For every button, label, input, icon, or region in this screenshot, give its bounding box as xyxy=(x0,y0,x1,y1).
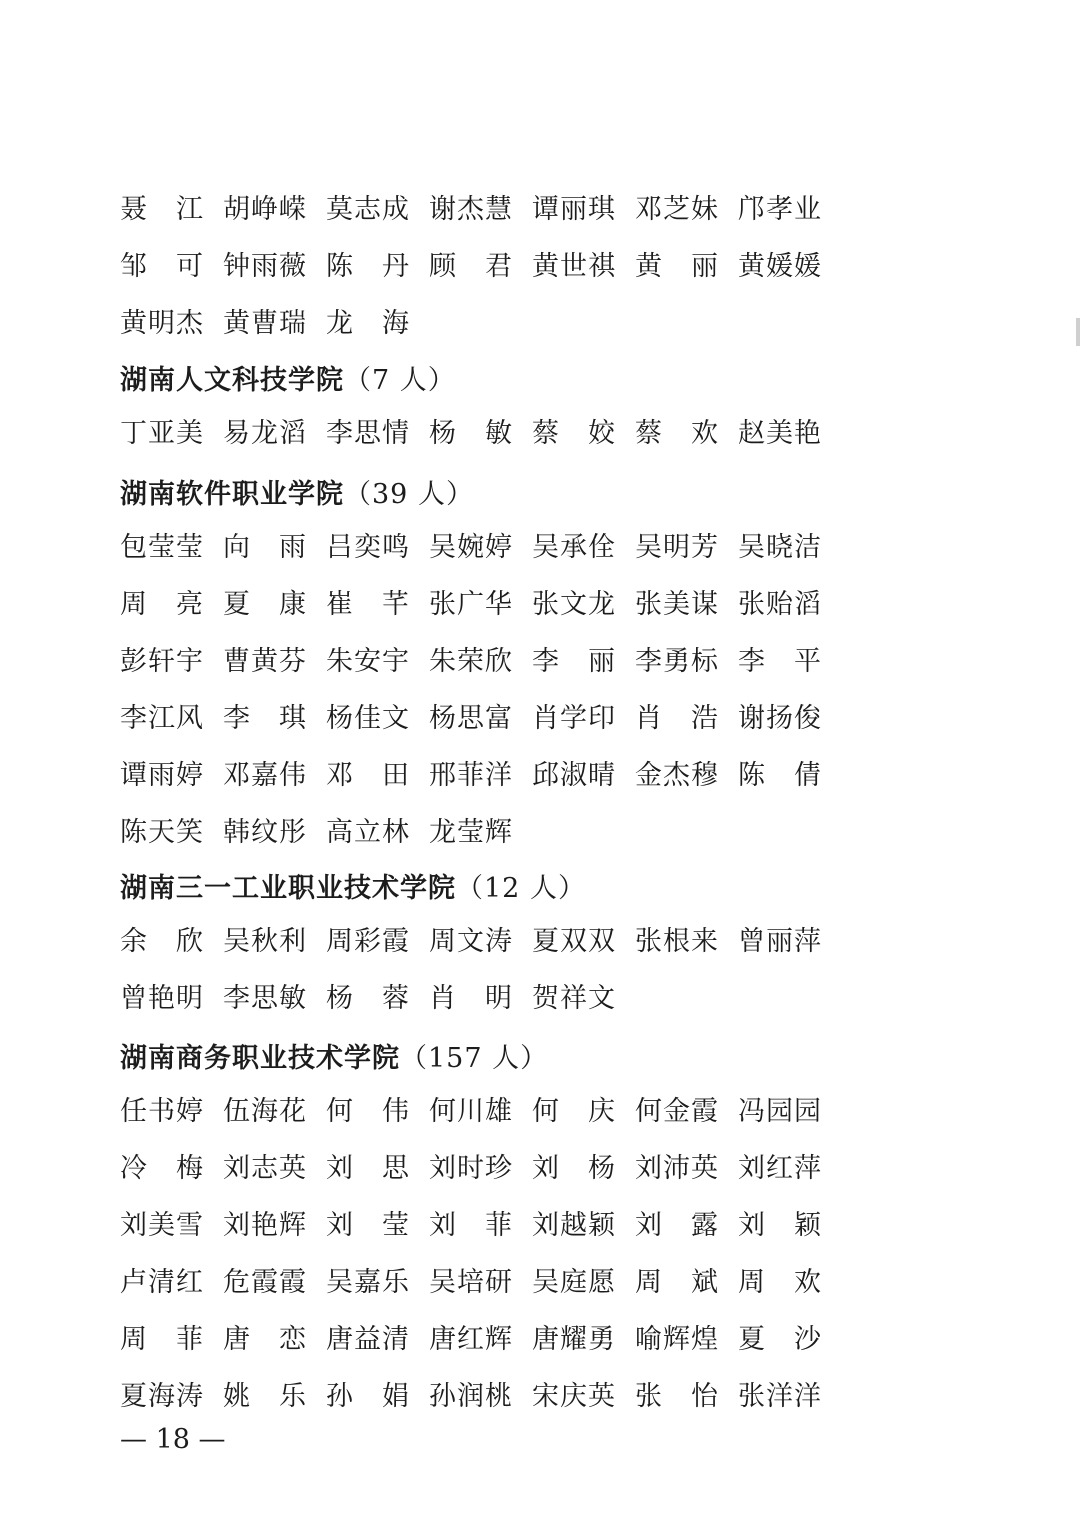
person-name: 高立林 xyxy=(326,817,410,848)
person-name: 黄世祺 xyxy=(532,251,616,282)
name-row xyxy=(120,744,840,801)
person-name: 张美谋 xyxy=(635,589,719,620)
person-name: 顾 君 xyxy=(429,251,513,282)
section-heading-count: （39 人） xyxy=(344,479,474,510)
section-heading-title: 湖南三一工业职业技术学院 xyxy=(120,873,456,904)
person-name: 张 怡 xyxy=(635,1381,719,1412)
person-name: 吴明芳 xyxy=(635,532,719,563)
person-name: 陈 倩 xyxy=(738,760,822,791)
name-row xyxy=(120,516,840,573)
person-name: 喻辉煌 xyxy=(635,1324,719,1355)
person-name: 周 欢 xyxy=(738,1267,822,1298)
name-row xyxy=(120,1251,840,1308)
person-name: 黄媛媛 xyxy=(738,251,822,282)
person-name: 杨思富 xyxy=(429,703,513,734)
person-name: 聂 江 xyxy=(120,194,204,225)
person-name: 黄 丽 xyxy=(635,251,719,282)
name-row xyxy=(120,967,840,1024)
person-name: 蔡 姣 xyxy=(532,418,616,449)
person-name: 刘红萍 xyxy=(738,1153,822,1184)
person-name: 孙润桃 xyxy=(429,1381,513,1412)
person-name: 刘志英 xyxy=(223,1153,307,1184)
name-list-continued xyxy=(120,178,840,349)
person-name: 邱淑晴 xyxy=(532,760,616,791)
person-name: 冯园园 xyxy=(738,1096,822,1127)
person-name: 朱安宇 xyxy=(326,646,410,677)
name-row xyxy=(120,573,840,630)
person-name: 刘艳辉 xyxy=(223,1210,307,1241)
person-name: 肖学印 xyxy=(532,703,616,734)
person-name: 朱荣欣 xyxy=(429,646,513,677)
name-row xyxy=(120,402,840,459)
person-name: 黄曹瑞 xyxy=(223,308,307,339)
person-name: 伍海花 xyxy=(223,1096,307,1127)
person-name: 向 雨 xyxy=(223,532,307,563)
person-name: 杨 敏 xyxy=(429,418,513,449)
person-name: 曾艳明 xyxy=(120,983,204,1014)
person-name: 张文龙 xyxy=(532,589,616,620)
person-name: 谢扬俊 xyxy=(738,703,822,734)
person-name: 曹黄芬 xyxy=(223,646,307,677)
person-name: 唐 恋 xyxy=(223,1324,307,1355)
person-name: 赵美艳 xyxy=(738,418,822,449)
person-name: 唐益清 xyxy=(326,1324,410,1355)
person-name: 曾丽萍 xyxy=(738,926,822,957)
person-name: 崔 芊 xyxy=(326,589,410,620)
person-name: 吴秋利 xyxy=(223,926,307,957)
person-name: 邹 可 xyxy=(120,251,204,282)
person-name: 吴承佺 xyxy=(532,532,616,563)
person-name: 谢杰慧 xyxy=(429,194,513,225)
person-name: 邓 田 xyxy=(326,760,410,791)
section-heading-count: （157 人） xyxy=(400,1043,549,1074)
person-name: 肖 浩 xyxy=(635,703,719,734)
person-name: 龙 海 xyxy=(326,308,410,339)
person-name: 卢清红 xyxy=(120,1267,204,1298)
name-row xyxy=(120,910,840,967)
person-name: 姚 乐 xyxy=(223,1381,307,1412)
person-name: 吴庭愿 xyxy=(532,1267,616,1298)
person-name: 冷 梅 xyxy=(120,1153,204,1184)
person-name: 刘沛英 xyxy=(635,1153,719,1184)
person-name: 谭雨婷 xyxy=(120,760,204,791)
person-name: 任书婷 xyxy=(120,1096,204,1127)
name-list xyxy=(120,516,840,858)
page-number: — 18 — xyxy=(120,1424,226,1455)
person-name: 李勇标 xyxy=(635,646,719,677)
person-name: 金杰穆 xyxy=(635,760,719,791)
person-name: 孙 娟 xyxy=(326,1381,410,1412)
person-name: 张洋洋 xyxy=(738,1381,822,1412)
name-row xyxy=(120,235,840,292)
person-name: 吴嘉乐 xyxy=(326,1267,410,1298)
person-name: 余 欣 xyxy=(120,926,204,957)
person-name: 邓嘉伟 xyxy=(223,760,307,791)
person-name: 陈天笑 xyxy=(120,817,204,848)
section-heading xyxy=(120,472,474,511)
person-name: 李 丽 xyxy=(532,646,616,677)
name-list xyxy=(120,1080,840,1422)
person-name: 唐耀勇 xyxy=(532,1324,616,1355)
section-heading-title: 湖南商务职业技术学院 xyxy=(120,1043,400,1074)
person-name: 危霞霞 xyxy=(223,1267,307,1298)
person-name: 黄明杰 xyxy=(120,308,204,339)
person-name: 李思情 xyxy=(326,418,410,449)
person-name: 张广华 xyxy=(429,589,513,620)
person-name: 杨佳文 xyxy=(326,703,410,734)
name-row xyxy=(120,292,840,349)
name-row xyxy=(120,1080,840,1137)
name-row xyxy=(120,1137,840,1194)
person-name: 李思敏 xyxy=(223,983,307,1014)
name-row xyxy=(120,630,840,687)
person-name: 刘 杨 xyxy=(532,1153,616,1184)
person-name: 刘时珍 xyxy=(429,1153,513,1184)
person-name: 夏海涛 xyxy=(120,1381,204,1412)
person-name: 彭轩宇 xyxy=(120,646,204,677)
name-row xyxy=(120,801,840,858)
section-heading-count: （7 人） xyxy=(344,365,456,396)
person-name: 龙莹辉 xyxy=(429,817,513,848)
person-name: 何川雄 xyxy=(429,1096,513,1127)
name-row xyxy=(120,1365,840,1422)
person-name: 李 琪 xyxy=(223,703,307,734)
person-name: 刘 颖 xyxy=(738,1210,822,1241)
person-name: 吴晓洁 xyxy=(738,532,822,563)
person-name: 钟雨薇 xyxy=(223,251,307,282)
person-name: 周 斌 xyxy=(635,1267,719,1298)
person-name: 刘 莹 xyxy=(326,1210,410,1241)
person-name: 胡峥嵘 xyxy=(223,194,307,225)
person-name: 丁亚美 xyxy=(120,418,204,449)
person-name: 周 菲 xyxy=(120,1324,204,1355)
person-name: 韩纹彤 xyxy=(223,817,307,848)
section-heading xyxy=(120,866,586,905)
person-name: 刘 菲 xyxy=(429,1210,513,1241)
person-name: 李 平 xyxy=(738,646,822,677)
person-name: 易龙滔 xyxy=(223,418,307,449)
name-row xyxy=(120,1308,840,1365)
person-name: 何 庆 xyxy=(532,1096,616,1127)
person-name: 唐红辉 xyxy=(429,1324,513,1355)
name-row xyxy=(120,687,840,744)
person-name: 肖 明 xyxy=(429,983,513,1014)
person-name: 周 亮 xyxy=(120,589,204,620)
person-name: 李江风 xyxy=(120,703,204,734)
person-name: 张贻滔 xyxy=(738,589,822,620)
section-heading-count: （12 人） xyxy=(456,873,586,904)
person-name: 吴培研 xyxy=(429,1267,513,1298)
person-name: 邝孝业 xyxy=(738,194,822,225)
person-name: 吴婉婷 xyxy=(429,532,513,563)
person-name: 夏 康 xyxy=(223,589,307,620)
name-row xyxy=(120,1194,840,1251)
person-name: 刘 思 xyxy=(326,1153,410,1184)
section-heading-title: 湖南人文科技学院 xyxy=(120,365,344,396)
name-list xyxy=(120,910,840,1024)
scan-edge-mark xyxy=(1076,318,1080,346)
person-name: 刘越颖 xyxy=(532,1210,616,1241)
person-name: 周文涛 xyxy=(429,926,513,957)
person-name: 吕奕鸣 xyxy=(326,532,410,563)
person-name: 周彩霞 xyxy=(326,926,410,957)
person-name: 宋庆英 xyxy=(532,1381,616,1412)
person-name: 刘美雪 xyxy=(120,1210,204,1241)
person-name: 夏双双 xyxy=(532,926,616,957)
person-name: 陈 丹 xyxy=(326,251,410,282)
person-name: 莫志成 xyxy=(326,194,410,225)
name-row xyxy=(120,178,840,235)
person-name: 包莹莹 xyxy=(120,532,204,563)
person-name: 张根来 xyxy=(635,926,719,957)
person-name: 邓芝妹 xyxy=(635,194,719,225)
person-name: 贺祥文 xyxy=(532,983,616,1014)
section-heading xyxy=(120,1036,548,1075)
section-heading xyxy=(120,358,456,397)
person-name: 蔡 欢 xyxy=(635,418,719,449)
person-name: 何 伟 xyxy=(326,1096,410,1127)
person-name: 邢菲洋 xyxy=(429,760,513,791)
person-name: 谭丽琪 xyxy=(532,194,616,225)
section-heading-title: 湖南软件职业学院 xyxy=(120,479,344,510)
person-name: 夏 沙 xyxy=(738,1324,822,1355)
name-list xyxy=(120,402,840,459)
person-name: 杨 蓉 xyxy=(326,983,410,1014)
person-name: 何金霞 xyxy=(635,1096,719,1127)
person-name: 刘 露 xyxy=(635,1210,719,1241)
